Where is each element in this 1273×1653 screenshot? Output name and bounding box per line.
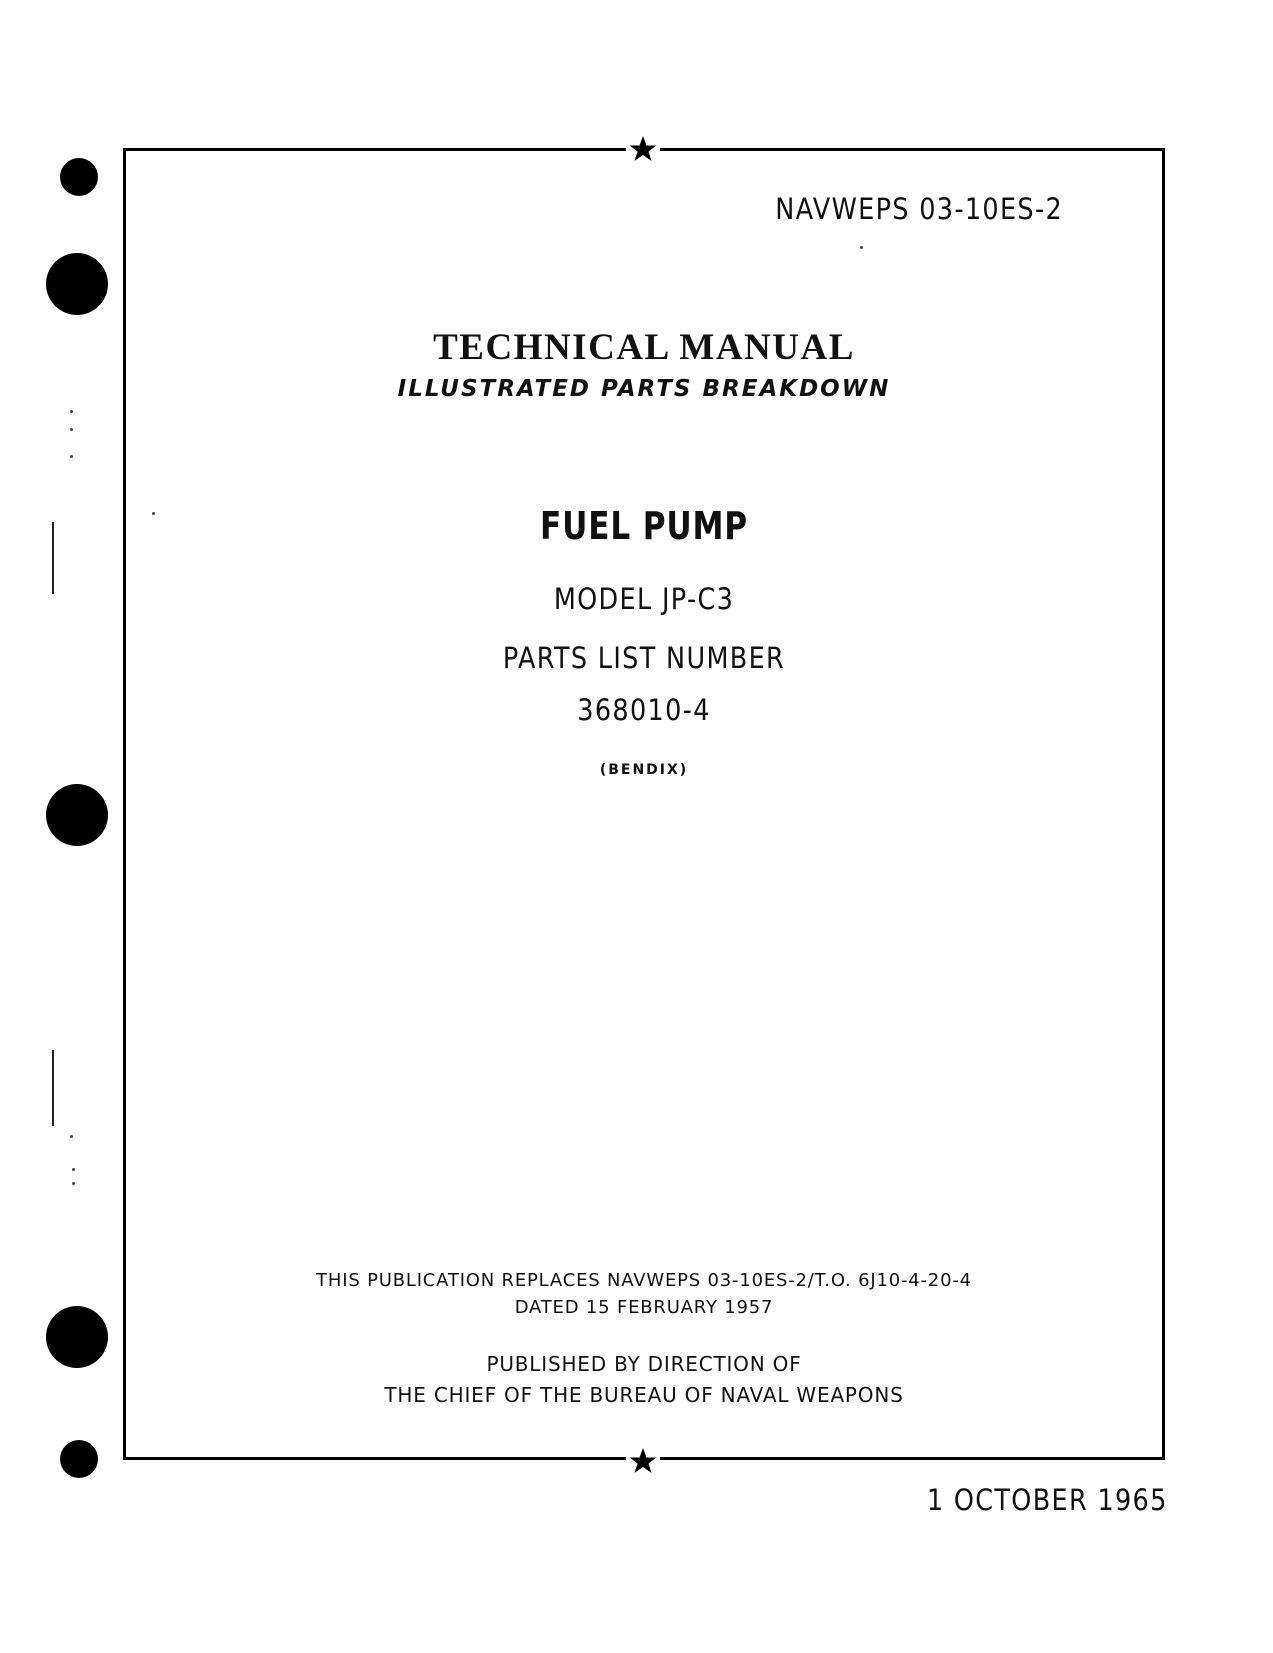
binder-hole-4 [46, 1306, 108, 1368]
manual-subtitle: ILLUSTRATED PARTS BREAKDOWN [397, 376, 891, 402]
manufacturer: (BENDIX) [599, 762, 689, 778]
binder-hole-2 [46, 253, 108, 315]
manual-title: TECHNICAL MANUAL [433, 327, 855, 368]
scan-mark [52, 522, 54, 594]
scan-speck [70, 410, 73, 413]
parts-list-label: PARTS LIST NUMBER [502, 641, 786, 675]
document-number: NAVWEPS 03-10ES-2 [775, 192, 1063, 226]
scan-speck [72, 1168, 75, 1171]
parts-list-number: 368010-4 [577, 693, 711, 727]
publisher-line-1: PUBLISHED BY DIRECTION OF [486, 1352, 802, 1376]
scan-speck [70, 455, 73, 458]
star-icon [626, 1446, 660, 1476]
product-name: FUEL PUMP [540, 504, 748, 548]
binder-hole-1 [60, 158, 98, 196]
model-number: MODEL JP-C3 [553, 582, 735, 616]
scan-speck [70, 428, 73, 431]
publication-date: 1 OCTOBER 1965 [927, 1483, 1168, 1517]
binder-hole-3 [46, 784, 108, 846]
scan-mark [52, 1050, 54, 1126]
star-icon [626, 134, 660, 164]
replacement-date: DATED 15 FEBRUARY 1957 [514, 1297, 774, 1318]
publisher-line-2: THE CHIEF OF THE BUREAU OF NAVAL WEAPONS [384, 1383, 904, 1407]
scan-speck [72, 1182, 75, 1185]
scan-speck [70, 1135, 73, 1138]
binder-hole-5 [60, 1440, 98, 1478]
replacement-notice: THIS PUBLICATION REPLACES NAVWEPS 03-10ES-2/T.O. 6J10-4-20-4 [316, 1270, 972, 1291]
